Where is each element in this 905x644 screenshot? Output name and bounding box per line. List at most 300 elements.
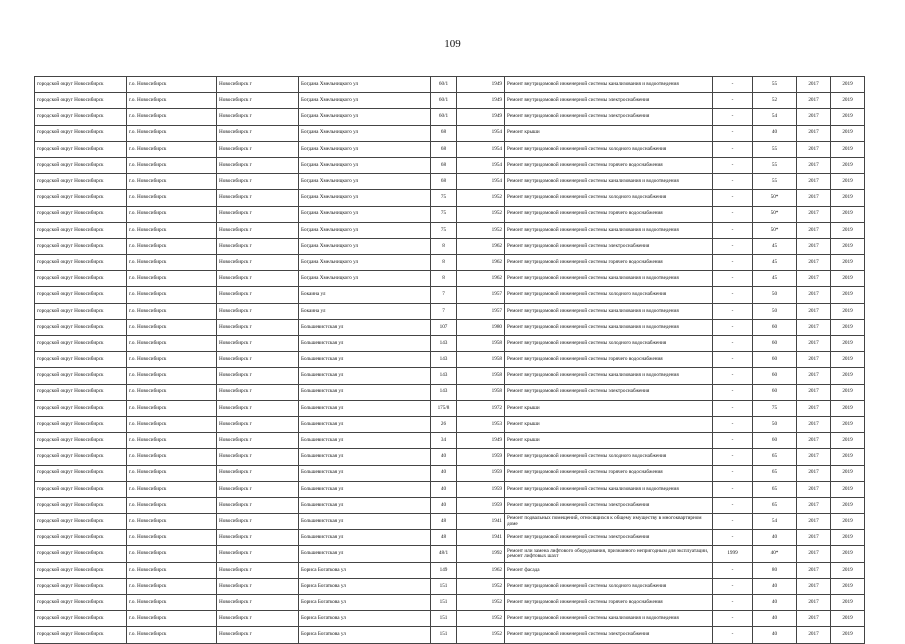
build-year-cell: 1972	[457, 400, 505, 416]
start-year-cell: 2017	[797, 141, 831, 157]
city-cell: Новосибирск г	[217, 238, 299, 254]
municipality-cell: городской округ Новосибирск	[35, 125, 127, 141]
city-cell: Новосибирск г	[217, 109, 299, 125]
table-row	[35, 449, 865, 465]
work-type-cell: Ремонт внутридомовой инженерной системы канализования и водоотведения	[505, 368, 713, 384]
end-year-cell: 2019	[831, 174, 865, 190]
last-repair-year-cell: -	[713, 93, 753, 109]
municipality-cell: городской округ Новосибирск	[35, 449, 127, 465]
district-cell: г.о. Новосибирск	[127, 125, 217, 141]
wear-percent-cell: 60	[753, 319, 797, 335]
start-year-cell: 2017	[797, 530, 831, 546]
wear-percent-cell: 54	[753, 514, 797, 530]
wear-percent-cell: 55	[753, 141, 797, 157]
last-repair-year-cell: -	[713, 174, 753, 190]
house-number-cell: 143	[431, 384, 457, 400]
wear-percent-cell: 50*	[753, 190, 797, 206]
wear-percent-cell: 60	[753, 384, 797, 400]
city-cell: Новосибирск г	[217, 141, 299, 157]
municipality-cell: городской округ Новосибирск	[35, 190, 127, 206]
start-year-cell: 2017	[797, 384, 831, 400]
district-cell: г.о. Новосибирск	[127, 287, 217, 303]
house-number-cell: 151	[431, 578, 457, 594]
wear-percent-cell: 40	[753, 627, 797, 643]
wear-percent-cell: 55	[753, 157, 797, 173]
table-row	[35, 368, 865, 384]
start-year-cell: 2017	[797, 514, 831, 530]
city-cell: Новосибирск г	[217, 352, 299, 368]
street-cell: Богдана Хмельницкого ул	[299, 238, 431, 254]
last-repair-year-cell: -	[713, 562, 753, 578]
build-year-cell: 1962	[457, 271, 505, 287]
last-repair-year-cell: -	[713, 400, 753, 416]
district-cell: г.о. Новосибирск	[127, 481, 217, 497]
build-year-cell: 1957	[457, 287, 505, 303]
district-cell: г.о. Новосибирск	[127, 400, 217, 416]
capital-repair-table	[34, 76, 865, 644]
house-number-cell: 40	[431, 481, 457, 497]
city-cell: Новосибирск г	[217, 303, 299, 319]
street-cell: Бориса Богаткова ул	[299, 578, 431, 594]
build-year-cell: 1958	[457, 368, 505, 384]
work-type-cell: Ремонт крыши	[505, 400, 713, 416]
end-year-cell: 2019	[831, 368, 865, 384]
street-cell: Богдана Хмельницкого ул	[299, 271, 431, 287]
street-cell: Большевистская ул	[299, 530, 431, 546]
table-row	[35, 481, 865, 497]
house-number-cell: 75	[431, 206, 457, 222]
table-row	[35, 530, 865, 546]
table-row	[35, 627, 865, 643]
work-type-cell: Ремонт внутридомовой инженерной системы горячего водоснабжения	[505, 595, 713, 611]
city-cell: Новосибирск г	[217, 449, 299, 465]
last-repair-year-cell: -	[713, 206, 753, 222]
district-cell: г.о. Новосибирск	[127, 595, 217, 611]
work-type-cell: Ремонт внутридомовой инженерной системы холодного водоснабжения	[505, 336, 713, 352]
start-year-cell: 2017	[797, 319, 831, 335]
street-cell: Богдана Хмельницкого ул	[299, 190, 431, 206]
municipality-cell: городской округ Новосибирск	[35, 465, 127, 481]
wear-percent-cell: 50	[753, 303, 797, 319]
municipality-cell: городской округ Новосибирск	[35, 611, 127, 627]
city-cell: Новосибирск г	[217, 627, 299, 643]
work-type-cell: Ремонт фасада	[505, 562, 713, 578]
work-type-cell: Ремонт крыши	[505, 416, 713, 432]
end-year-cell: 2019	[831, 627, 865, 643]
last-repair-year-cell: -	[713, 595, 753, 611]
last-repair-year-cell: -	[713, 238, 753, 254]
end-year-cell: 2019	[831, 497, 865, 513]
end-year-cell: 2019	[831, 433, 865, 449]
build-year-cell: 1952	[457, 222, 505, 238]
build-year-cell: 1952	[457, 190, 505, 206]
page-number: 109	[444, 38, 461, 50]
end-year-cell: 2019	[831, 611, 865, 627]
city-cell: Новосибирск г	[217, 271, 299, 287]
work-type-cell: Ремонт внутридомовой инженерной системы канализования и водоотведения	[505, 77, 713, 93]
work-type-cell: Ремонт внутридомовой инженерной системы холодного водоснабжения	[505, 141, 713, 157]
street-cell: Бориса Богаткова ул	[299, 611, 431, 627]
start-year-cell: 2017	[797, 562, 831, 578]
end-year-cell: 2019	[831, 319, 865, 335]
district-cell: г.о. Новосибирск	[127, 141, 217, 157]
municipality-cell: городской округ Новосибирск	[35, 627, 127, 643]
wear-percent-cell: 50	[753, 287, 797, 303]
end-year-cell: 2019	[831, 546, 865, 562]
build-year-cell: 1958	[457, 352, 505, 368]
last-repair-year-cell: -	[713, 530, 753, 546]
last-repair-year-cell: -	[713, 222, 753, 238]
last-repair-year-cell: -	[713, 433, 753, 449]
wear-percent-cell: 50	[753, 416, 797, 432]
last-repair-year-cell: -	[713, 627, 753, 643]
table-row	[35, 433, 865, 449]
end-year-cell: 2019	[831, 400, 865, 416]
street-cell: Большевистская ул	[299, 514, 431, 530]
house-number-cell: 143	[431, 352, 457, 368]
house-number-cell: 68	[431, 125, 457, 141]
work-type-cell: Ремонт внутридомовой инженерной системы электроснабжения	[505, 93, 713, 109]
start-year-cell: 2017	[797, 190, 831, 206]
end-year-cell: 2019	[831, 125, 865, 141]
wear-percent-cell: 55	[753, 77, 797, 93]
municipality-cell: городской округ Новосибирск	[35, 336, 127, 352]
municipality-cell: городской округ Новосибирск	[35, 141, 127, 157]
work-type-cell: Ремонт внутридомовой инженерной системы холодного водоснабжения	[505, 449, 713, 465]
work-type-cell: Ремонт внутридомовой инженерной системы горячего водоснабжения	[505, 206, 713, 222]
start-year-cell: 2017	[797, 481, 831, 497]
last-repair-year-cell: -	[713, 368, 753, 384]
district-cell: г.о. Новосибирск	[127, 433, 217, 449]
city-cell: Новосибирск г	[217, 530, 299, 546]
start-year-cell: 2017	[797, 336, 831, 352]
end-year-cell: 2019	[831, 93, 865, 109]
start-year-cell: 2017	[797, 497, 831, 513]
house-number-cell: 60/1	[431, 77, 457, 93]
city-cell: Новосибирск г	[217, 400, 299, 416]
municipality-cell: городской округ Новосибирск	[35, 562, 127, 578]
end-year-cell: 2019	[831, 465, 865, 481]
last-repair-year-cell: -	[713, 255, 753, 271]
municipality-cell: городской округ Новосибирск	[35, 109, 127, 125]
last-repair-year-cell: -	[713, 449, 753, 465]
end-year-cell: 2019	[831, 287, 865, 303]
build-year-cell: 1952	[457, 206, 505, 222]
street-cell: Богдана Хмельницкого ул	[299, 222, 431, 238]
street-cell: Богдана Хмельницкого ул	[299, 157, 431, 173]
district-cell: г.о. Новосибирск	[127, 530, 217, 546]
work-type-cell: Ремонт внутридомовой инженерной системы канализования и водоотведения	[505, 174, 713, 190]
district-cell: г.о. Новосибирск	[127, 93, 217, 109]
house-number-cell: 175/8	[431, 400, 457, 416]
street-cell: Бориса Богаткова ул	[299, 595, 431, 611]
work-type-cell: Ремонт внутридомовой инженерной системы канализования и водоотведения	[505, 303, 713, 319]
wear-percent-cell: 50*	[753, 222, 797, 238]
street-cell: Богдана Хмельницкого ул	[299, 141, 431, 157]
build-year-cell: 1962	[457, 238, 505, 254]
end-year-cell: 2019	[831, 481, 865, 497]
city-cell: Новосибирск г	[217, 255, 299, 271]
house-number-cell: 68	[431, 157, 457, 173]
work-type-cell: Ремонт внутридомовой инженерной системы электроснабжения	[505, 109, 713, 125]
start-year-cell: 2017	[797, 303, 831, 319]
end-year-cell: 2019	[831, 77, 865, 93]
district-cell: г.о. Новосибирск	[127, 562, 217, 578]
start-year-cell: 2017	[797, 546, 831, 562]
municipality-cell: городской округ Новосибирск	[35, 157, 127, 173]
end-year-cell: 2019	[831, 595, 865, 611]
house-number-cell: 26	[431, 416, 457, 432]
work-type-cell: Ремонт подвальных помещений, относящихся к общему имуществу в многоквартирном доме	[505, 514, 713, 530]
build-year-cell: 1962	[457, 562, 505, 578]
build-year-cell: 1962	[457, 255, 505, 271]
street-cell: Большевистская ул	[299, 449, 431, 465]
city-cell: Новосибирск г	[217, 546, 299, 562]
city-cell: Новосибирск г	[217, 368, 299, 384]
street-cell: Богдана Хмельницкого ул	[299, 93, 431, 109]
street-cell: Большевистская ул	[299, 465, 431, 481]
table-row	[35, 400, 865, 416]
build-year-cell: 1949	[457, 93, 505, 109]
house-number-cell: 34	[431, 433, 457, 449]
district-cell: г.о. Новосибирск	[127, 190, 217, 206]
work-type-cell: Ремонт или замена лифтового оборудования, признанного непригодным для эксплуатации, ремонт лифтовых шахт	[505, 546, 713, 562]
table-row	[35, 174, 865, 190]
municipality-cell: городской округ Новосибирск	[35, 319, 127, 335]
table-row	[35, 336, 865, 352]
street-cell: Бориса Богаткова ул	[299, 627, 431, 643]
city-cell: Новосибирск г	[217, 578, 299, 594]
municipality-cell: городской округ Новосибирск	[35, 255, 127, 271]
wear-percent-cell: 40	[753, 595, 797, 611]
table-row	[35, 611, 865, 627]
municipality-cell: городской округ Новосибирск	[35, 384, 127, 400]
work-type-cell: Ремонт внутридомовой инженерной системы горячего водоснабжения	[505, 465, 713, 481]
start-year-cell: 2017	[797, 400, 831, 416]
build-year-cell: 1958	[457, 384, 505, 400]
city-cell: Новосибирск г	[217, 481, 299, 497]
build-year-cell: 1954	[457, 141, 505, 157]
wear-percent-cell: 60	[753, 336, 797, 352]
district-cell: г.о. Новосибирск	[127, 465, 217, 481]
wear-percent-cell: 65	[753, 449, 797, 465]
last-repair-year-cell: -	[713, 303, 753, 319]
table-row	[35, 255, 865, 271]
house-number-cell: 48/1	[431, 546, 457, 562]
street-cell: Богдана Хмельницкого ул	[299, 255, 431, 271]
wear-percent-cell: 80	[753, 562, 797, 578]
city-cell: Новосибирск г	[217, 336, 299, 352]
end-year-cell: 2019	[831, 530, 865, 546]
wear-percent-cell: 40*	[753, 546, 797, 562]
work-type-cell: Ремонт внутридомовой инженерной системы канализования и водоотведения	[505, 481, 713, 497]
start-year-cell: 2017	[797, 449, 831, 465]
start-year-cell: 2017	[797, 627, 831, 643]
municipality-cell: городской округ Новосибирск	[35, 174, 127, 190]
table-row	[35, 578, 865, 594]
street-cell: Большевистская ул	[299, 497, 431, 513]
last-repair-year-cell: -	[713, 77, 753, 93]
wear-percent-cell: 50*	[753, 206, 797, 222]
end-year-cell: 2019	[831, 578, 865, 594]
work-type-cell: Ремонт внутридомовой инженерной системы горячего водоснабжения	[505, 255, 713, 271]
start-year-cell: 2017	[797, 611, 831, 627]
work-type-cell: Ремонт внутридомовой инженерной системы канализования и водоотведения	[505, 611, 713, 627]
district-cell: г.о. Новосибирск	[127, 368, 217, 384]
end-year-cell: 2019	[831, 255, 865, 271]
build-year-cell: 1949	[457, 77, 505, 93]
end-year-cell: 2019	[831, 416, 865, 432]
work-type-cell: Ремонт внутридомовой инженерной системы горячего водоснабжения	[505, 157, 713, 173]
build-year-cell: 1954	[457, 125, 505, 141]
work-type-cell: Ремонт крыши	[505, 125, 713, 141]
build-year-cell: 1980	[457, 319, 505, 335]
city-cell: Новосибирск г	[217, 433, 299, 449]
build-year-cell: 1952	[457, 627, 505, 643]
municipality-cell: городской округ Новосибирск	[35, 352, 127, 368]
table-row	[35, 206, 865, 222]
house-number-cell: 149	[431, 562, 457, 578]
municipality-cell: городской округ Новосибирск	[35, 530, 127, 546]
city-cell: Новосибирск г	[217, 174, 299, 190]
city-cell: Новосибирск г	[217, 514, 299, 530]
street-cell: Богдана Хмельницкого ул	[299, 109, 431, 125]
start-year-cell: 2017	[797, 255, 831, 271]
end-year-cell: 2019	[831, 109, 865, 125]
work-type-cell: Ремонт внутридомовой инженерной системы электроснабжения	[505, 238, 713, 254]
city-cell: Новосибирск г	[217, 157, 299, 173]
house-number-cell: 48	[431, 514, 457, 530]
build-year-cell: 1959	[457, 497, 505, 513]
last-repair-year-cell: -	[713, 497, 753, 513]
district-cell: г.о. Новосибирск	[127, 514, 217, 530]
work-type-cell: Ремонт внутридомовой инженерной системы электроснабжения	[505, 627, 713, 643]
build-year-cell: 1941	[457, 514, 505, 530]
district-cell: г.о. Новосибирск	[127, 546, 217, 562]
house-number-cell: 151	[431, 611, 457, 627]
street-cell: Богдана Хмельницкого ул	[299, 206, 431, 222]
last-repair-year-cell: -	[713, 190, 753, 206]
last-repair-year-cell: -	[713, 141, 753, 157]
municipality-cell: городской округ Новосибирск	[35, 595, 127, 611]
district-cell: г.о. Новосибирск	[127, 157, 217, 173]
house-number-cell: 60/1	[431, 109, 457, 125]
table-row	[35, 287, 865, 303]
street-cell: Большевистская ул	[299, 336, 431, 352]
city-cell: Новосибирск г	[217, 611, 299, 627]
district-cell: г.о. Новосибирск	[127, 109, 217, 125]
start-year-cell: 2017	[797, 174, 831, 190]
city-cell: Новосибирск г	[217, 595, 299, 611]
build-year-cell: 1959	[457, 465, 505, 481]
last-repair-year-cell: 1999	[713, 546, 753, 562]
house-number-cell: 68	[431, 174, 457, 190]
municipality-cell: городской округ Новосибирск	[35, 416, 127, 432]
build-year-cell: 1954	[457, 157, 505, 173]
build-year-cell: 1941	[457, 530, 505, 546]
house-number-cell: 48	[431, 530, 457, 546]
wear-percent-cell: 60	[753, 433, 797, 449]
street-cell: Бокаина ул	[299, 287, 431, 303]
district-cell: г.о. Новосибирск	[127, 336, 217, 352]
wear-percent-cell: 55	[753, 174, 797, 190]
build-year-cell: 1949	[457, 109, 505, 125]
last-repair-year-cell: -	[713, 481, 753, 497]
district-cell: г.о. Новосибирск	[127, 222, 217, 238]
street-cell: Богдана Хмельницкого ул	[299, 77, 431, 93]
work-type-cell: Ремонт внутридомовой инженерной системы канализования и водоотведения	[505, 222, 713, 238]
street-cell: Богдана Хмельницкого ул	[299, 174, 431, 190]
house-number-cell: 68	[431, 141, 457, 157]
table-row	[35, 562, 865, 578]
district-cell: г.о. Новосибирск	[127, 352, 217, 368]
build-year-cell: 1952	[457, 611, 505, 627]
street-cell: Большевистская ул	[299, 400, 431, 416]
street-cell: Богдана Хмельницкого ул	[299, 125, 431, 141]
wear-percent-cell: 52	[753, 93, 797, 109]
district-cell: г.о. Новосибирск	[127, 449, 217, 465]
start-year-cell: 2017	[797, 578, 831, 594]
start-year-cell: 2017	[797, 416, 831, 432]
build-year-cell: 1953	[457, 416, 505, 432]
district-cell: г.о. Новосибирск	[127, 319, 217, 335]
street-cell: Большевистская ул	[299, 416, 431, 432]
end-year-cell: 2019	[831, 352, 865, 368]
start-year-cell: 2017	[797, 287, 831, 303]
last-repair-year-cell: -	[713, 319, 753, 335]
last-repair-year-cell: -	[713, 157, 753, 173]
street-cell: Бориса Богаткова ул	[299, 562, 431, 578]
street-cell: Большевистская ул	[299, 352, 431, 368]
last-repair-year-cell: -	[713, 465, 753, 481]
house-number-cell: 8	[431, 238, 457, 254]
municipality-cell: городской округ Новосибирск	[35, 206, 127, 222]
house-number-cell: 8	[431, 271, 457, 287]
district-cell: г.о. Новосибирск	[127, 255, 217, 271]
build-year-cell: 1957	[457, 303, 505, 319]
start-year-cell: 2017	[797, 238, 831, 254]
last-repair-year-cell: -	[713, 611, 753, 627]
municipality-cell: городской округ Новосибирск	[35, 368, 127, 384]
start-year-cell: 2017	[797, 93, 831, 109]
house-number-cell: 60/1	[431, 93, 457, 109]
work-type-cell: Ремонт внутридомовой инженерной системы электроснабжения	[505, 497, 713, 513]
last-repair-year-cell: -	[713, 384, 753, 400]
district-cell: г.о. Новосибирск	[127, 77, 217, 93]
table-row	[35, 222, 865, 238]
last-repair-year-cell: -	[713, 271, 753, 287]
table-row	[35, 125, 865, 141]
table-row	[35, 238, 865, 254]
build-year-cell: 1958	[457, 336, 505, 352]
table-row	[35, 93, 865, 109]
start-year-cell: 2017	[797, 465, 831, 481]
city-cell: Новосибирск г	[217, 93, 299, 109]
municipality-cell: городской округ Новосибирск	[35, 497, 127, 513]
house-number-cell: 75	[431, 222, 457, 238]
start-year-cell: 2017	[797, 109, 831, 125]
end-year-cell: 2019	[831, 157, 865, 173]
table-row	[35, 157, 865, 173]
municipality-cell: городской округ Новосибирск	[35, 287, 127, 303]
house-number-cell: 75	[431, 190, 457, 206]
city-cell: Новосибирск г	[217, 319, 299, 335]
work-type-cell: Ремонт внутридомовой инженерной системы холодного водоснабжения	[505, 578, 713, 594]
city-cell: Новосибирск г	[217, 222, 299, 238]
house-number-cell: 143	[431, 336, 457, 352]
street-cell: Большевистская ул	[299, 384, 431, 400]
district-cell: г.о. Новосибирск	[127, 497, 217, 513]
